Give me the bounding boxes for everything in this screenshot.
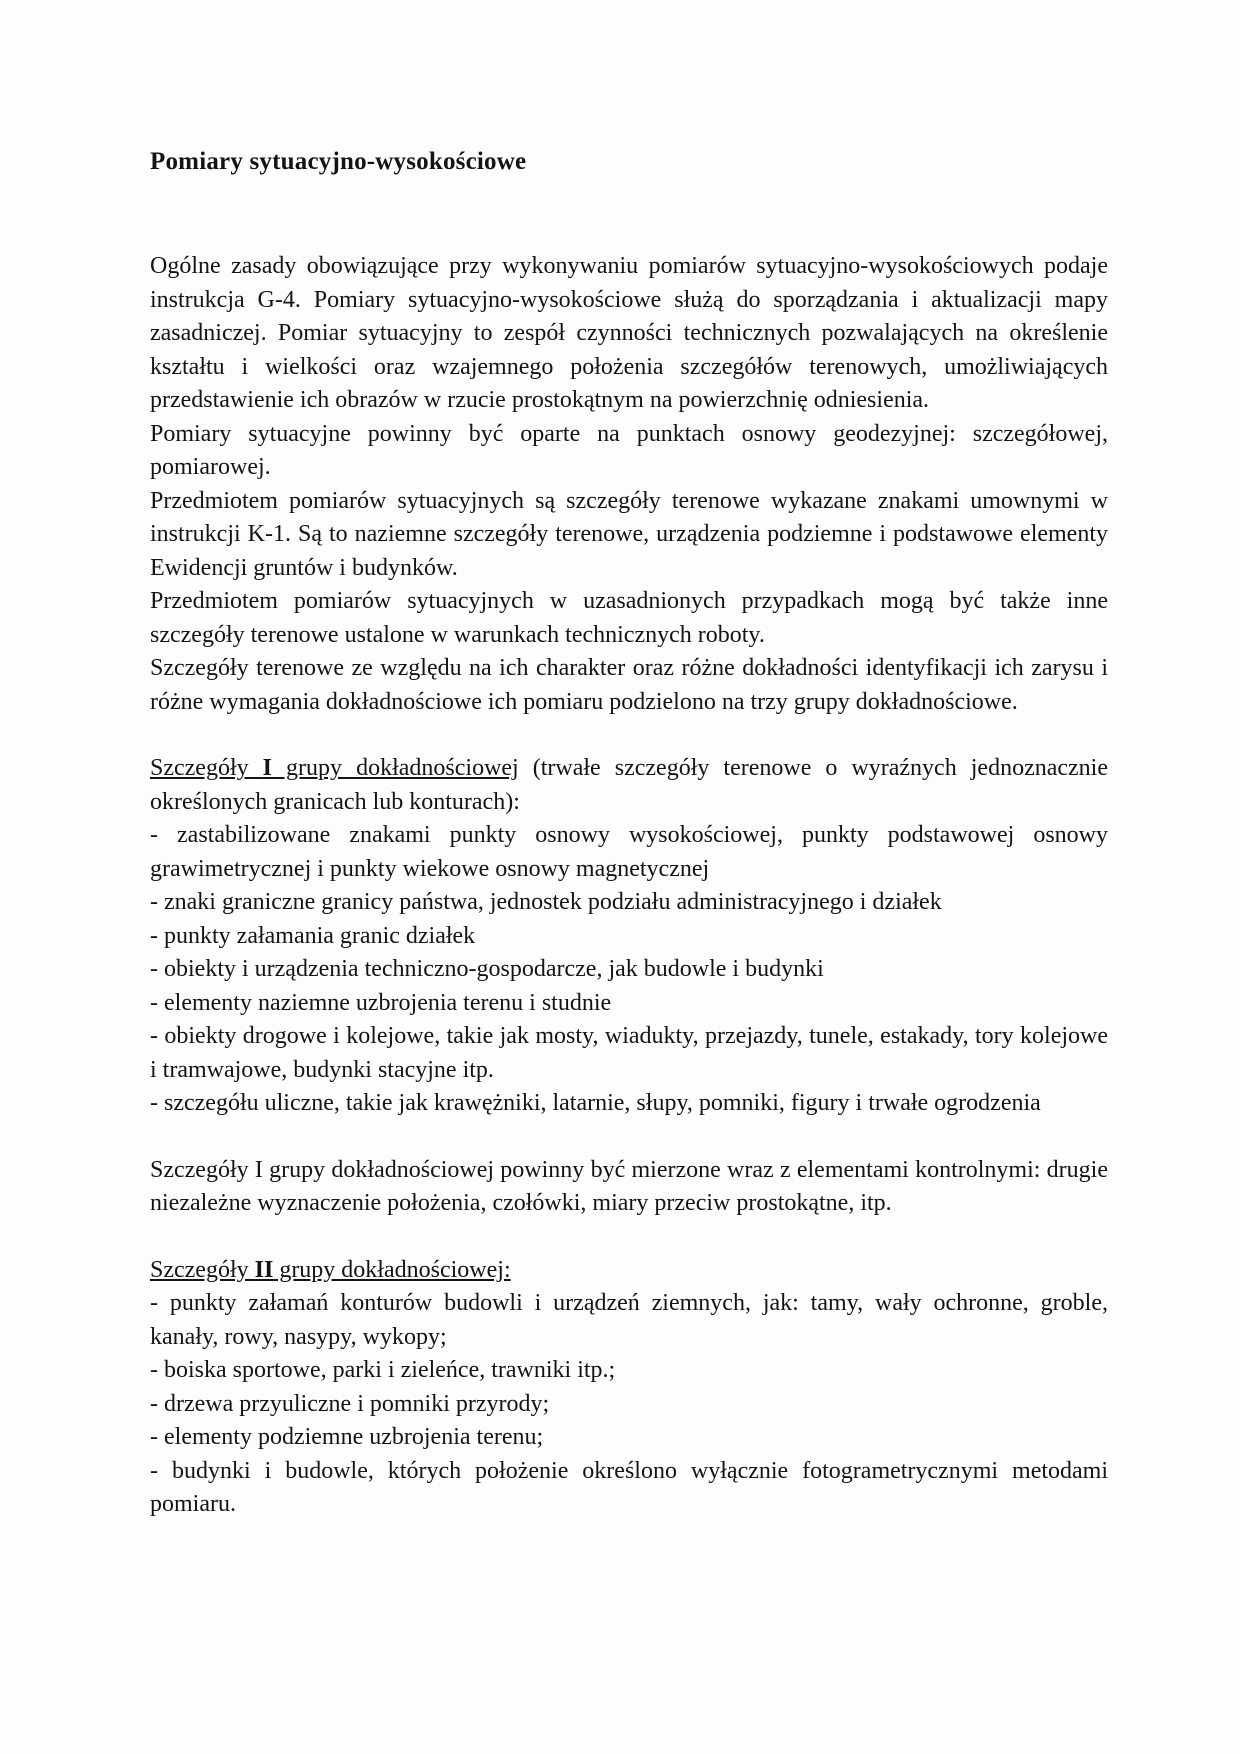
bullet-item: - boiska sportowe, parki i zieleńce, trawniki itp.; xyxy=(150,1357,616,1383)
bullet-item: - punkty załamań konturów budowli i urządzeń ziemnych, jak: tamy, wały ochronne, groble, kanały, rowy, nasypy, wykopy; xyxy=(150,1290,1108,1350)
bullet-item: - drzewa przyuliczne i pomniki przyrody; xyxy=(150,1390,550,1417)
paragraph-control-elements: Szczegóły I grupy dokładnościowej powinny być mierzone wraz z elementami kontrolnymi: drugie niezależne wyznaczenie położenia, czołówki, miary przeciw prostokątne, itp. xyxy=(150,1156,1108,1216)
paragraph-subject-of-measurements: Przedmiotem pomiarów sytuacyjnych są szczegóły terenowe wykazane znakami umownymi w instrukcji K-1. Są to naziemne szczegóły terenowe, urządzenia podziemne i podstawowe elementy Ewidencji gruntów i budynków. xyxy=(150,487,1108,581)
paragraph-general-rules: Ogólne zasady obowiązujące przy wykonywaniu pomiarów sytuacyjno-wysokościowych podaje instrukcja G-4. Pomiary sytuacyjno-wysokościowe służą do sporządzania i aktualizacji mapy zasadniczej. Pomiar sytuacyjny to zespół czynności technicznych pozwalających na określenie kształtu i wielkości oraz wzajemnego położenia szczegółów terenowych, umożliwiających przedstawienie ich obrazów w rzucie prostokątnym na powierzchnię odniesienia. xyxy=(150,253,1108,413)
section2-heading-suffix: grupy dokładnościowej: xyxy=(273,1256,511,1283)
bullet-item: - obiekty i urządzenia techniczno-gospodarcze, jak budowle i budynki xyxy=(150,956,824,982)
bullet-item: - szczegółu uliczne, takie jak krawężniki, latarnie, słupy, pomniki, figury i trwałe ogrodzenia xyxy=(150,1090,1041,1116)
paragraph-geodetic-basis: Pomiary sytuacyjne powinny być oparte na punktach osnowy geodezyjnej: szczegółowej, pomiarowej. xyxy=(150,420,1108,480)
section1-heading-numeral: I xyxy=(262,755,273,781)
document-title: Pomiary sytuacyjno-wysokościowe xyxy=(150,148,527,175)
paragraph-other-details: Przedmiotem pomiarów sytuacyjnych w uzasadnionych przypadkach mogą być także inne szczegóły terenowe ustalone w warunkach technicznych roboty. xyxy=(150,588,1108,648)
bullet-item: - elementy naziemne uzbrojenia terenu i studnie xyxy=(150,989,612,1016)
bullet-item: - zastabilizowane znakami punkty osnowy wysokościowej, punkty podstawowej osnowy grawimetrycznej i punkty wiekowe osnowy magnetycznej xyxy=(150,822,1108,882)
section2-heading-prefix: Szczegóły xyxy=(150,1256,255,1283)
section1-heading-underlined xyxy=(150,755,519,781)
section1-heading-prefix: Szczegóły xyxy=(150,755,263,781)
bullet-item: - budynki i budowle, których położenie określono wyłącznie fotogrametrycznymi metodami pomiaru. xyxy=(150,1457,1108,1517)
section1-heading-suffix: grupy dokładnościowej xyxy=(272,755,519,781)
section2-heading xyxy=(150,1254,1108,1288)
bullet-item: - znaki graniczne granicy państwa, jednostek podziału administracyjnego i działek xyxy=(150,889,942,915)
section2-heading-underlined xyxy=(150,1257,511,1283)
bullet-item: - obiekty drogowe i kolejowe, takie jak mosty, wiadukty, przejazdy, tunele, estakady, tory kolejowe i tramwajowe, budynki stacyjne itp. xyxy=(150,1023,1108,1083)
section2-heading-numeral: II xyxy=(254,1256,274,1283)
section1-heading-rest: (trwałe szczegóły terenowe o wyraźnych jednoznacznie określonych granicach lub konturach): xyxy=(150,755,1109,815)
paragraph-accuracy-groups: Szczegóły terenowe ze względu na ich charakter oraz różne dokładności identyfikacji ich zarysu i różne wymagania dokładnościowe ich pomiaru podzielono na trzy grupy dokładnościowe. xyxy=(150,655,1108,715)
document-content xyxy=(150,145,1108,1522)
bullet-item: - elementy podziemne uzbrojenia terenu; xyxy=(150,1424,544,1450)
section1-heading xyxy=(150,752,1108,819)
bullet-item: - punkty załamania granic działek xyxy=(150,922,476,949)
